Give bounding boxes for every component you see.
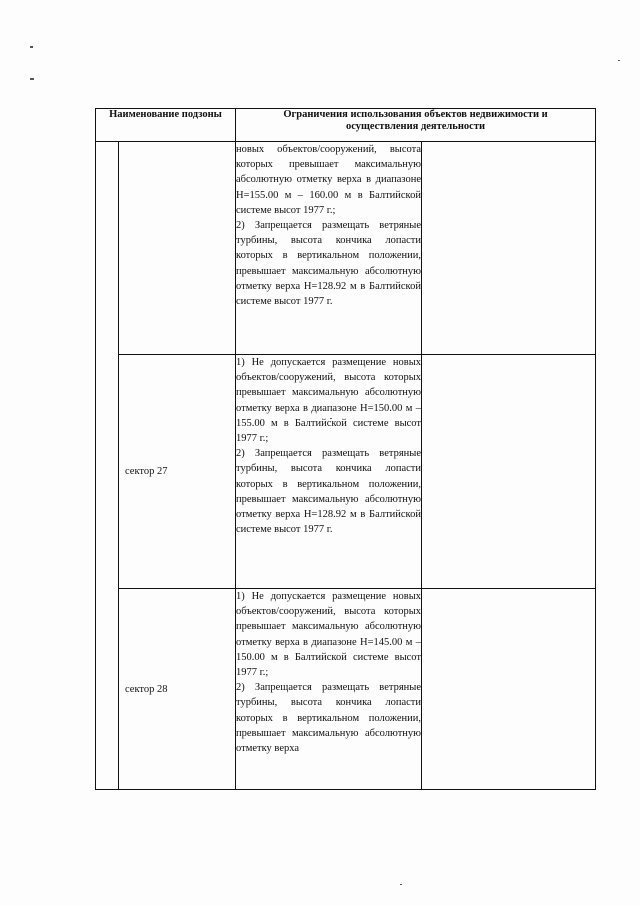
- sector-name-cell: [119, 142, 236, 355]
- scan-speck: [30, 46, 33, 48]
- restriction-paragraph: 2) Запрещается размещать ветряные турбины, высота кончика лопасти которых в вертикальном положении, превышает максимальную абсолютную отметку верха H=128.92 м в Балтийской системе высот 1977 г.: [236, 220, 421, 308]
- sector-name-cell: сектор 27: [119, 355, 236, 589]
- restrictions-cell: [236, 142, 422, 355]
- scan-speck: [618, 60, 620, 61]
- table-row: [96, 142, 596, 355]
- table-row: [96, 589, 596, 790]
- header-restrictions: [236, 109, 596, 142]
- header-restrictions-line2: осуществления деятельности: [345, 121, 486, 132]
- restrictions-table: [95, 108, 596, 790]
- empty-cell: [422, 355, 596, 589]
- sector-name-cell: сектор 28: [119, 589, 236, 790]
- empty-cell: [422, 142, 596, 355]
- restriction-paragraph: 1) Не допускается размещение новых объектов/сооружений, высота которых превышает максимальную абсолютную отметку верха в диапазоне H=150.00 м – 155.00 м в Балтийской системе высот 1977 г.;: [236, 357, 421, 445]
- table-row: [96, 355, 596, 589]
- restriction-paragraph: 2) Запрещается размещать ветряные турбины, высота кончика лопасти которых в вертикальном положении, превышает максимальную абсолютную отметку верха H=128.92 м в Балтийской системе высот 1977 г.: [236, 448, 421, 536]
- restriction-paragraph: новых объектов/сооружений, высота которых превышает максимальную абсолютную отметку верха в диапазоне H=155.00 м – 160.00 м в Балтийской системе высот 1977 г.;: [236, 144, 421, 216]
- row-number-cell: [96, 142, 119, 790]
- scan-speck: [30, 78, 34, 80]
- restrictions-cell: [236, 355, 422, 589]
- restriction-paragraph: 1) Не допускается размещение новых объектов/сооружений, высота которых превышает максимальную абсолютную отметку верха в диапазоне H=145.00 м – 150.00 м в Балтийской системе высот 1977 г.;: [236, 591, 421, 679]
- restrictions-cell: [236, 589, 422, 790]
- header-restrictions-line1: Ограничения использования объектов недвижимости и: [283, 109, 548, 120]
- scan-speck: [400, 884, 402, 885]
- empty-cell: [422, 589, 596, 790]
- restriction-paragraph: 2) Запрещается размещать ветряные турбины, высота кончика лопасти которых в вертикальном положении, превышает максимальную абсолютную отметку верха: [236, 682, 421, 755]
- header-subzone-name: Наименование подзоны: [96, 109, 236, 142]
